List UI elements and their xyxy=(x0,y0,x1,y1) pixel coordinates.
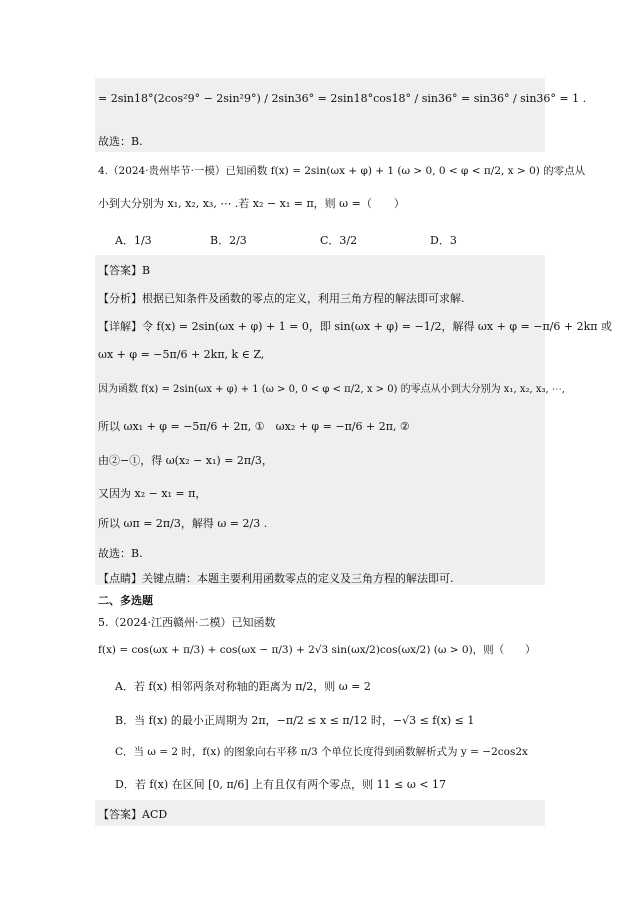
option-b-label: B． xyxy=(210,234,230,247)
option-a-label: A． xyxy=(115,234,134,247)
section-heading: 二、多选题 xyxy=(98,594,153,607)
choice-line: 故选：B. xyxy=(98,135,143,148)
answer-line: 【答案】B xyxy=(98,264,151,277)
analysis-line: 【分析】根据已知条件及函数的零点的定义，利用三角方程的解法即可求解. xyxy=(98,292,465,305)
option-a xyxy=(115,232,152,248)
question-4-stem-line1: 4.（2024·贵州毕节·一模）已知函数 f(x) = 2sin(ωx + φ) + 1 (ω > 0, 0 < φ < π/2, x > 0) 的零点从 xyxy=(98,165,586,177)
detail-line-6: 又因为 x₂ − x₁ = π， xyxy=(98,487,207,500)
option-d-label: D． xyxy=(430,234,450,247)
option-d xyxy=(430,232,457,248)
q5-option-b: B．当 f(x) 的最小正周期为 2π，−π/2 ≤ x ≤ π/12 时，−√3 ≤ f(x) ≤ 1 xyxy=(115,714,475,727)
option-c-label: C． xyxy=(320,234,340,247)
detail-line-3: 因为函数 f(x) = 2sin(ωx + φ) + 1 (ω > 0, 0 < φ < π/2, x > 0) 的零点从小到大分别为 x₁, x₂, x₃, ⋯, xyxy=(98,384,566,395)
detail-line-5: 由②−①，得 ω(x₂ − x₁) = 2π/3， xyxy=(98,454,273,467)
option-c-value: 3/2 xyxy=(339,234,358,247)
question-5-stem-line2: f(x) = cos(ωx + π/3) + cos(ωx − π/3) + 2√3 sin(ωx/2)cos(ωx/2) (ω > 0)，则（ ） xyxy=(98,644,536,656)
detail-line-7: 所以 ωπ = 2π/3，解得 ω = 2/3 . xyxy=(98,517,268,530)
question-4-stem-line2: 小到大分别为 x₁, x₂, x₃, ⋯ .若 x₂ − x₁ = π，则 ω =（ ） xyxy=(98,197,405,210)
comment-line: 【点睛】关键点睛：本题主要利用函数零点的定义及三角方程的解法即可. xyxy=(98,572,454,585)
choice-line-q4: 故选：B. xyxy=(98,547,143,560)
q5-option-c: C．当 ω = 2 时，f(x) 的图象向右平移 π/3 个单位长度得到函数解析式为 y = −2cos2x xyxy=(115,746,528,758)
option-d-value: 3 xyxy=(449,234,457,247)
detail-line-4: 所以 ωx₁ + φ = −5π/6 + 2π, ① ωx₂ + φ = −π/6 + 2π, ② xyxy=(98,420,410,433)
q5-option-a: A．若 f(x) 相邻两条对称轴的距离为 π/2，则 ω = 2 xyxy=(115,680,371,693)
option-c xyxy=(320,232,357,248)
option-a-value: 1/3 xyxy=(133,234,152,247)
equation-line: = 2sin18°(2cos²9° − 2sin²9°) / 2sin36° = 2sin18°cos18° / sin36° = sin36° / sin36° = 1 . xyxy=(98,92,587,105)
detail-line-1: 【详解】令 f(x) = 2sin(ωx + φ) + 1 = 0，即 sin(ωx + φ) = −1/2，解得 ωx + φ = −π/6 + 2kπ 或 xyxy=(98,320,612,333)
solution-block-previous xyxy=(95,78,545,152)
detail-line-2: ωx + φ = −5π/6 + 2kπ, k ∈ Z, xyxy=(98,348,265,361)
option-b xyxy=(210,232,247,248)
q5-option-d: D．若 f(x) 在区间 [0, π/6] 上有且仅有两个零点，则 11 ≤ ω < 17 xyxy=(115,778,447,791)
question-5-stem-line1: 5.（2024·江西赣州·二模）已知函数 xyxy=(98,616,276,629)
answer-line-q5: 【答案】ACD xyxy=(98,808,168,821)
option-b-value: 2/3 xyxy=(229,234,247,247)
